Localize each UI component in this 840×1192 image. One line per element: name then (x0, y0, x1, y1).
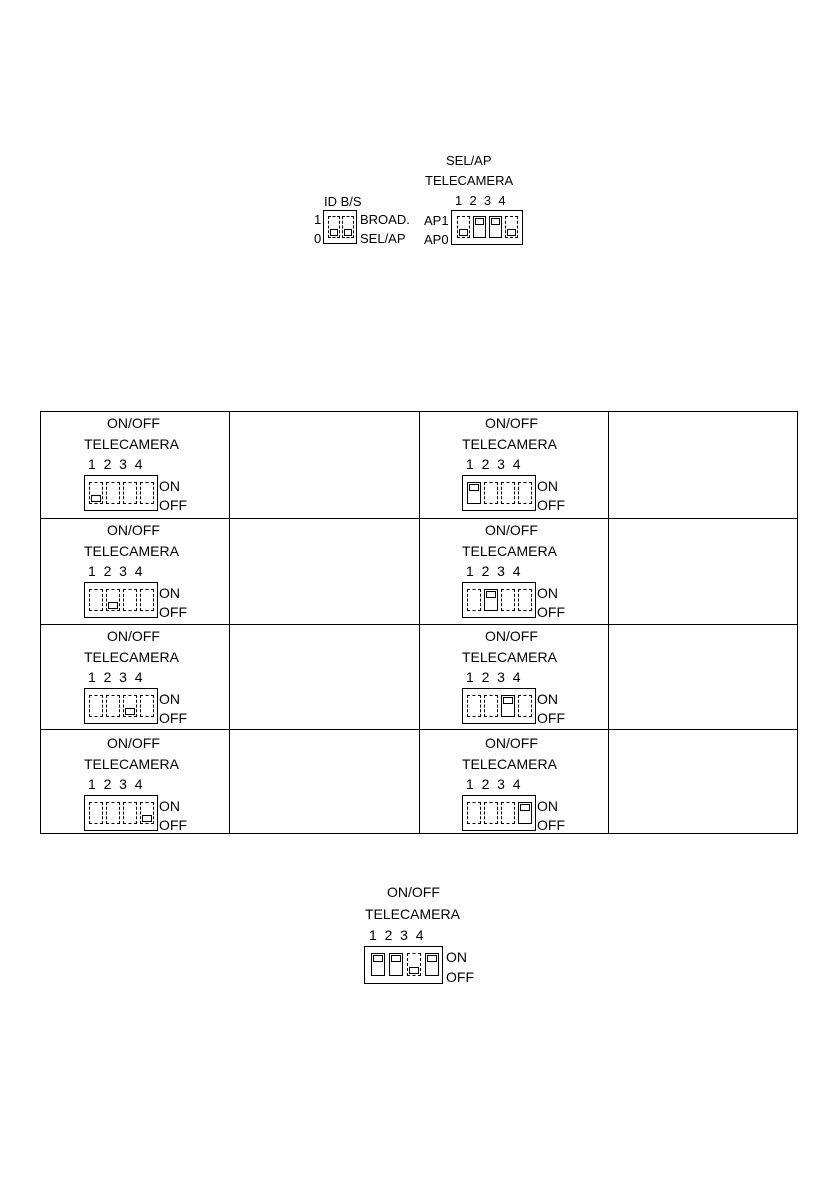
cell-switch-numbers: 1 2 3 4 (88, 669, 143, 685)
selap-dip-switch[interactable] (451, 210, 523, 245)
cell-dip-switch[interactable] (462, 795, 536, 831)
cell-title: ON/OFF (107, 522, 160, 538)
cell-on-label: ON (537, 585, 558, 601)
cell-title: ON/OFF (107, 735, 160, 751)
cell-subtitle: TELECAMERA (462, 756, 557, 772)
bottom-off-label: OFF (446, 969, 474, 985)
switch-slot-1[interactable] (467, 802, 481, 824)
cell-title: ON/OFF (485, 628, 538, 644)
switch-knob (427, 955, 437, 962)
cell-on-label: ON (159, 585, 180, 601)
cell-subtitle: TELECAMERA (84, 436, 179, 452)
switch-knob (391, 955, 401, 962)
switch-knob (125, 708, 135, 715)
switch-knob (373, 955, 383, 962)
selap-ap1-label: AP1 (424, 213, 449, 228)
switch-slot-2[interactable] (473, 216, 486, 238)
bottom-switch-numbers: 1 2 3 4 (369, 927, 424, 943)
id-bs-row1-number: 1 (314, 212, 322, 227)
cell-on-label: ON (159, 798, 180, 814)
switch-knob (142, 815, 152, 822)
cell-dip-switch[interactable] (84, 795, 158, 831)
cell-subtitle: TELECAMERA (462, 543, 557, 559)
switch-knob (503, 697, 513, 704)
switch-slot-1[interactable] (89, 589, 103, 611)
cell-subtitle: TELECAMERA (84, 756, 179, 772)
cell-dip-switch[interactable] (84, 582, 158, 618)
switch-knob (459, 229, 468, 236)
switch-slot-4[interactable] (505, 216, 518, 238)
cell-on-label: ON (159, 691, 180, 707)
switch-slot-3[interactable] (501, 695, 515, 717)
switch-slot-1[interactable] (328, 216, 340, 238)
cell-off-label: OFF (537, 604, 565, 620)
cell-off-label: OFF (537, 710, 565, 726)
config-empty-cell (608, 730, 797, 834)
switch-slot-4[interactable] (518, 589, 532, 611)
switch-slot-1[interactable] (89, 802, 103, 824)
selap-switch-numbers: 1 2 3 4 (455, 193, 506, 208)
id-bs-dip-switch[interactable] (323, 210, 357, 244)
switch-knob (344, 229, 352, 236)
cell-off-label: OFF (159, 497, 187, 513)
switch-slot-3[interactable] (489, 216, 502, 238)
cell-dip-switch[interactable] (462, 582, 536, 618)
switch-slot-2[interactable] (342, 216, 354, 238)
switch-knob (507, 229, 516, 236)
switch-slot-1[interactable] (457, 216, 470, 238)
switch-knob (486, 591, 496, 598)
switch-knob (520, 804, 530, 811)
config-empty-cell (230, 730, 419, 834)
cell-title: ON/OFF (107, 628, 160, 644)
cell-off-label: OFF (159, 817, 187, 833)
switch-knob (330, 229, 338, 236)
id-bs-selap-label: SEL/AP (360, 231, 406, 246)
cell-title: ON/OFF (485, 522, 538, 538)
switch-slot-2[interactable] (484, 589, 498, 611)
cell-dip-switch[interactable] (462, 475, 536, 511)
config-empty-cell (230, 412, 419, 519)
switch-slot-3[interactable] (123, 802, 137, 824)
switch-slot-1[interactable] (89, 482, 103, 504)
switch-slot-3[interactable] (123, 589, 137, 611)
cell-on-label: ON (537, 478, 558, 494)
switch-slot-1[interactable] (467, 482, 481, 504)
switch-slot-4[interactable] (518, 482, 532, 504)
bottom-dip-switch[interactable] (364, 946, 443, 984)
cell-on-label: ON (159, 478, 180, 494)
switch-knob (91, 495, 101, 502)
cell-off-label: OFF (159, 604, 187, 620)
switch-slot-3[interactable] (501, 482, 515, 504)
bottom-title: ON/OFF (387, 884, 440, 900)
switch-slot-2[interactable] (484, 802, 498, 824)
cell-subtitle: TELECAMERA (462, 649, 557, 665)
switch-slot-2[interactable] (106, 695, 120, 717)
cell-off-label: OFF (537, 817, 565, 833)
switch-slot-2[interactable] (484, 482, 498, 504)
switch-slot-3[interactable] (501, 802, 515, 824)
config-empty-cell (230, 625, 419, 730)
switch-slot-4[interactable] (140, 695, 154, 717)
cell-dip-switch[interactable] (84, 688, 158, 724)
cell-dip-switch[interactable] (462, 688, 536, 724)
cell-switch-numbers: 1 2 3 4 (88, 563, 143, 579)
switch-slot-3[interactable] (123, 482, 137, 504)
bottom-on-label: ON (446, 949, 467, 965)
cell-off-label: OFF (159, 710, 187, 726)
cell-switch-numbers: 1 2 3 4 (466, 669, 521, 685)
switch-slot-1[interactable] (371, 953, 385, 976)
config-empty-cell (608, 519, 797, 625)
config-empty-cell (608, 412, 797, 519)
switch-slot-4[interactable] (140, 589, 154, 611)
cell-title: ON/OFF (485, 415, 538, 431)
switch-slot-3[interactable] (123, 695, 137, 717)
switch-slot-3[interactable] (407, 953, 421, 976)
config-empty-cell (230, 519, 419, 625)
cell-switch-numbers: 1 2 3 4 (466, 456, 521, 472)
switch-knob (469, 484, 479, 491)
switch-slot-2[interactable] (106, 802, 120, 824)
switch-knob (108, 602, 118, 609)
switch-slot-1[interactable] (467, 589, 481, 611)
cell-switch-numbers: 1 2 3 4 (88, 456, 143, 472)
switch-slot-2[interactable] (106, 589, 120, 611)
switch-slot-4[interactable] (140, 802, 154, 824)
switch-slot-4[interactable] (518, 695, 532, 717)
switch-slot-4[interactable] (140, 482, 154, 504)
switch-slot-2[interactable] (106, 482, 120, 504)
cell-on-label: ON (537, 798, 558, 814)
switch-slot-1[interactable] (467, 695, 481, 717)
selap-title: SEL/AP (446, 153, 492, 168)
cell-switch-numbers: 1 2 3 4 (466, 776, 521, 792)
switch-knob (409, 967, 419, 974)
switch-slot-2[interactable] (484, 695, 498, 717)
cell-switch-numbers: 1 2 3 4 (466, 563, 521, 579)
switch-slot-4[interactable] (425, 953, 439, 976)
config-empty-cell (608, 625, 797, 730)
id-bs-broad-label: BROAD. (360, 212, 410, 227)
switch-knob (475, 218, 484, 225)
switch-knob (491, 218, 500, 225)
cell-title: ON/OFF (107, 415, 160, 431)
selap-ap0-label: AP0 (424, 232, 449, 247)
bottom-subtitle: TELECAMERA (365, 906, 460, 922)
cell-switch-numbers: 1 2 3 4 (88, 776, 143, 792)
selap-subtitle: TELECAMERA (425, 173, 514, 188)
cell-dip-switch[interactable] (84, 475, 158, 511)
switch-slot-1[interactable] (89, 695, 103, 717)
id-bs-title: ID B/S (324, 194, 362, 209)
cell-off-label: OFF (537, 497, 565, 513)
switch-slot-2[interactable] (389, 953, 403, 976)
cell-title: ON/OFF (485, 735, 538, 751)
id-bs-row0-number: 0 (314, 231, 322, 246)
cell-on-label: ON (537, 691, 558, 707)
cell-subtitle: TELECAMERA (462, 436, 557, 452)
switch-slot-4[interactable] (518, 802, 532, 824)
cell-subtitle: TELECAMERA (84, 649, 179, 665)
cell-subtitle: TELECAMERA (84, 543, 179, 559)
switch-slot-3[interactable] (501, 589, 515, 611)
